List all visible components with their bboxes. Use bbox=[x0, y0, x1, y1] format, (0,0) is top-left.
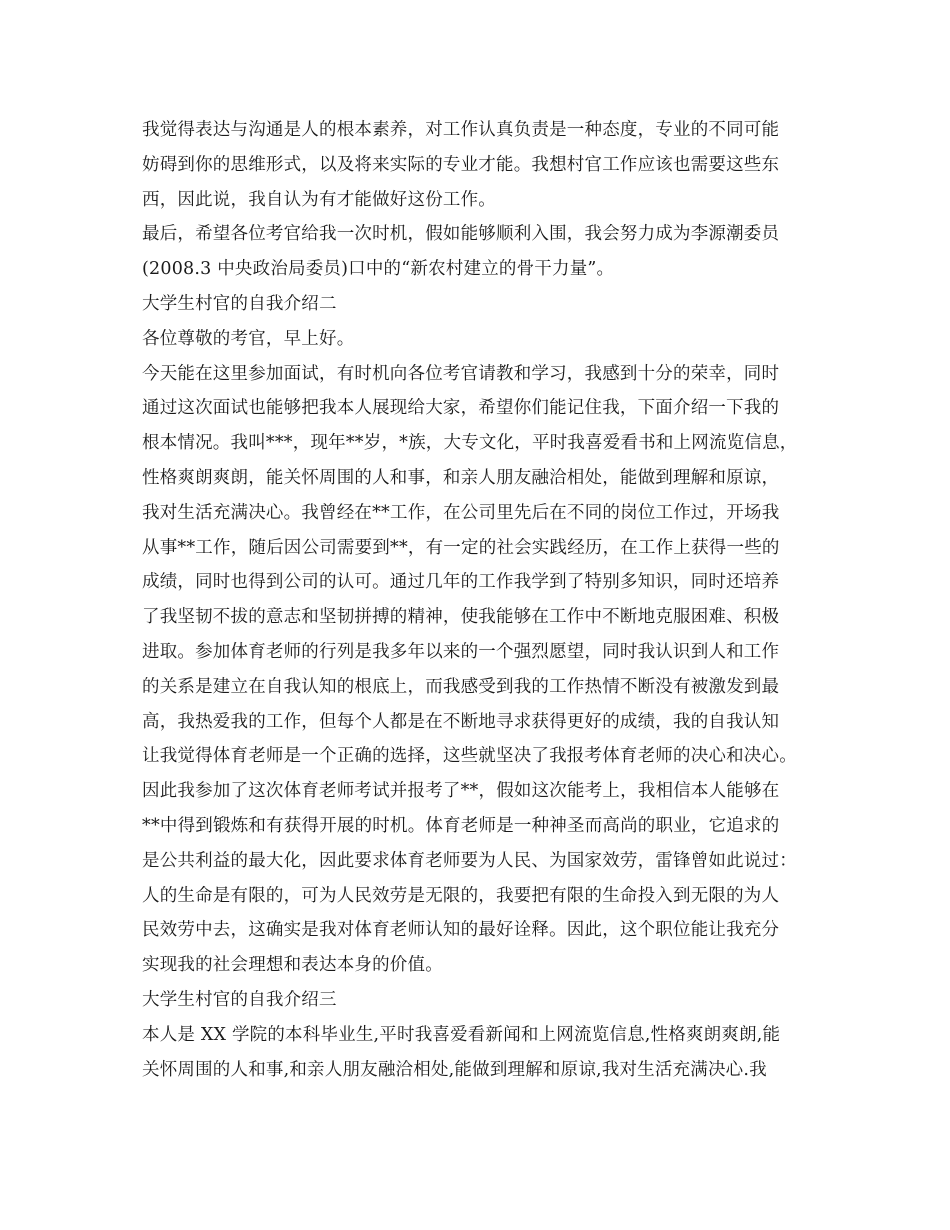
text-line: **中得到锻炼和有获得开展的时机。体育老师是一种神圣而高尚的职业，它追求的 bbox=[142, 815, 780, 836]
text-line: 本人是 XX 学院的本科毕业生,平时我喜爱看新闻和上网流览信息,性格爽朗爽朗,能 bbox=[142, 1024, 781, 1045]
text-line: 我对生活充满决心。我曾经在**工作，在公司里先后在不同的岗位工作过，开场我 bbox=[142, 502, 780, 523]
text-line: 成绩，同时也得到公司的认可。通过几年的工作我学到了特别多知识，同时还培养 bbox=[142, 572, 780, 593]
text-line: 的关系是建立在自我认知的根底上，而我感受到我的工作热情不断没有被激发到最 bbox=[142, 676, 780, 697]
text-line: 民效劳中去，这确实是我对体育老师认知的最好诠释。因此，这个职位能让我充分 bbox=[142, 920, 780, 941]
text-line: 从事**工作，随后因公司需要到**，有一定的社会实践经历，在工作上获得一些的 bbox=[142, 537, 780, 558]
text-line: 最后，希望各位考官给我一次时机，假如能够顺利入围，我会努力成为李源潮委员 bbox=[142, 224, 780, 245]
text-line: 是公共利益的最大化，因此要求体育老师要为人民、为国家效劳，雷锋曾如此说过： bbox=[142, 850, 797, 871]
document-body bbox=[142, 113, 842, 1087]
text-line: 人的生命是有限的，可为人民效劳是无限的，我要把有限的生命投入到无限的为人 bbox=[142, 885, 780, 906]
text-line: 实现我的社会理想和表达本身的价值。 bbox=[142, 955, 443, 976]
greeting-line: 各位尊敬的考官，早上好。 bbox=[142, 328, 355, 349]
text-line: 性格爽朗爽朗，能关怀周围的人和事，和亲人朋友融洽相处，能做到理解和原谅， bbox=[142, 467, 780, 488]
text-line: 西，因此说，我自认为有才能做好这份工作。 bbox=[142, 189, 496, 210]
section-heading-2: 大学生村官的自我介绍二 bbox=[142, 293, 337, 314]
text-line: 高，我热爱我的工作，但每个人都是在不断地寻求获得更好的成绩，我的自我认知 bbox=[142, 711, 780, 732]
text-line: 我觉得表达与沟通是人的根本素养，对工作认真负责是一种态度，专业的不同可能 bbox=[142, 120, 780, 140]
text-line: 今天能在这里参加面试，有时机向各位考官请教和学习，我感到十分的荣幸，同时 bbox=[142, 363, 780, 384]
text-line: 因此我参加了这次体育老师考试并报考了**，假如这次能考上，我相信本人能够在 bbox=[142, 781, 780, 802]
text-line: 通过这次面试也能够把我本人展现给大家，希望你们能记住我，下面介绍一下我的 bbox=[142, 398, 780, 419]
text-line: 妨碍到你的思维形式，以及将来实际的专业才能。我想村官工作应该也需要这些东 bbox=[142, 154, 780, 175]
text-line: (2008.3 中央政治局委员)口中的“新农村建立的骨干力量”。 bbox=[142, 259, 615, 280]
text-line: 了我坚韧不拔的意志和坚韧拼搏的精神，使我能够在工作中不断地克服困难、积极 bbox=[142, 607, 780, 628]
text-line: 根本情况。我叫***，现年**岁，*族，大专文化，平时我喜爱看书和上网流览信息， bbox=[142, 433, 798, 454]
text-line: 关怀周围的人和事,和亲人朋友融洽相处,能做到理解和原谅,我对生活充满决心.我 bbox=[142, 1059, 767, 1080]
text-line: 进取。参加体育老师的行列是我多年以来的一个强烈愿望，同时我认识到人和工作 bbox=[142, 641, 780, 662]
text-line: 让我觉得体育老师是一个正确的选择，这些就坚决了我报考体育老师的决心和决心。 bbox=[142, 746, 797, 767]
section-heading-3: 大学生村官的自我介绍三 bbox=[142, 989, 337, 1010]
